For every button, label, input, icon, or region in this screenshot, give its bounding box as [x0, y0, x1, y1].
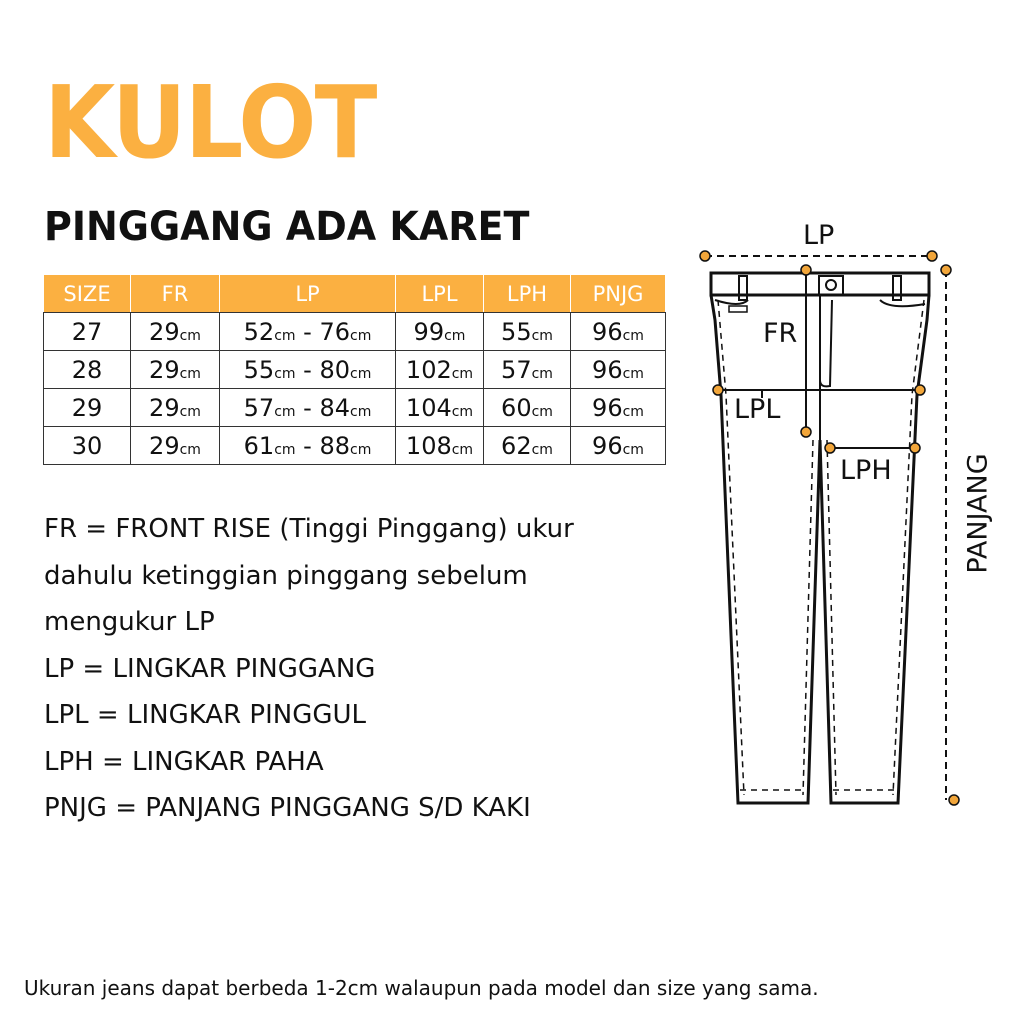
measure-dot	[941, 265, 951, 275]
waist-button-tab	[819, 276, 843, 295]
table-cell-pnjg: 96cm	[571, 389, 666, 427]
fly-stitch	[820, 295, 832, 386]
measure-dot	[700, 251, 710, 261]
table-cell-fr: 29cm	[131, 351, 220, 389]
label-panjang: PANJANG	[962, 453, 994, 574]
table-cell-lph: 57cm	[484, 351, 571, 389]
measure-dot	[713, 385, 723, 395]
table-row	[44, 351, 666, 389]
measure-dot	[927, 251, 937, 261]
table-cell-fr: 29cm	[131, 313, 220, 351]
label-lpl: LPL	[734, 394, 781, 425]
coin-pocket	[729, 306, 747, 312]
table-cell-size: 30	[44, 427, 131, 465]
table-row	[44, 427, 666, 465]
label-lph: LPH	[840, 455, 892, 486]
legend-line: mengukur LP	[44, 607, 215, 637]
front-pocket-right	[880, 300, 925, 306]
header-pnjg: PNJG	[571, 275, 666, 313]
table-cell-lp: 52cm - 76cm	[220, 313, 396, 351]
page-title: KULOT	[44, 64, 376, 181]
table-cell-size: 27	[44, 313, 131, 351]
table-cell-lpl: 102cm	[396, 351, 484, 389]
legend-line: LPL = LINGKAR PINGGUL	[44, 700, 367, 730]
legend-line: dahulu ketinggian pinggang sebelum	[44, 560, 528, 591]
measure-dot	[801, 265, 811, 275]
legend-line: LP = LINGKAR PINGGANG	[44, 653, 376, 684]
waist-button	[826, 280, 836, 290]
table-cell-size: 29	[44, 389, 131, 427]
table-cell-lp: 61cm - 88cm	[220, 427, 396, 465]
label-fr: FR	[763, 318, 798, 349]
measure-dot	[949, 795, 959, 805]
header-lph: LPH	[484, 275, 571, 313]
table-row	[44, 313, 666, 351]
pants-diagram	[690, 220, 994, 820]
table-cell-fr: 29cm	[131, 427, 220, 465]
label-lp: LP	[803, 220, 835, 251]
table-cell-lpl: 99cm	[396, 313, 484, 351]
size-table	[43, 274, 666, 465]
header-lp: LP	[220, 275, 396, 313]
page-subtitle: PINGGANG ADA KARET	[44, 204, 530, 250]
legend-line: FR = FRONT RISE (Tinggi Pinggang) ukur	[44, 514, 574, 544]
table-row	[44, 389, 666, 427]
legend-line: LPH = LINGKAR PAHA	[44, 746, 324, 777]
table-cell-lph: 55cm	[484, 313, 571, 351]
measure-dot	[915, 385, 925, 395]
header-size: SIZE	[44, 275, 131, 313]
table-cell-pnjg: 96cm	[571, 427, 666, 465]
table-cell-pnjg: 96cm	[571, 313, 666, 351]
table-cell-lp: 57cm - 84cm	[220, 389, 396, 427]
pants-illustration	[690, 220, 990, 820]
table-cell-lph: 60cm	[484, 389, 571, 427]
table-cell-lph: 62cm	[484, 427, 571, 465]
legend	[44, 506, 664, 832]
table-cell-size: 28	[44, 351, 131, 389]
side-seam-left	[718, 300, 744, 795]
table-cell-fr: 29cm	[131, 389, 220, 427]
measure-dot	[801, 427, 811, 437]
table-cell-lpl: 104cm	[396, 389, 484, 427]
table-header-row	[44, 275, 666, 313]
table-cell-lpl: 108cm	[396, 427, 484, 465]
table-cell-lp: 55cm - 80cm	[220, 351, 396, 389]
footnote: Ukuran jeans dapat berbeda 1-2cm walaupun pada model dan size yang sama.	[24, 976, 819, 1000]
legend-line: PNJG = PANJANG PINGGANG S/D KAKI	[44, 793, 531, 823]
measure-dot	[825, 443, 835, 453]
measure-dot	[910, 443, 920, 453]
header-fr: FR	[131, 275, 220, 313]
header-lpl: LPL	[396, 275, 484, 313]
table-cell-pnjg: 96cm	[571, 351, 666, 389]
